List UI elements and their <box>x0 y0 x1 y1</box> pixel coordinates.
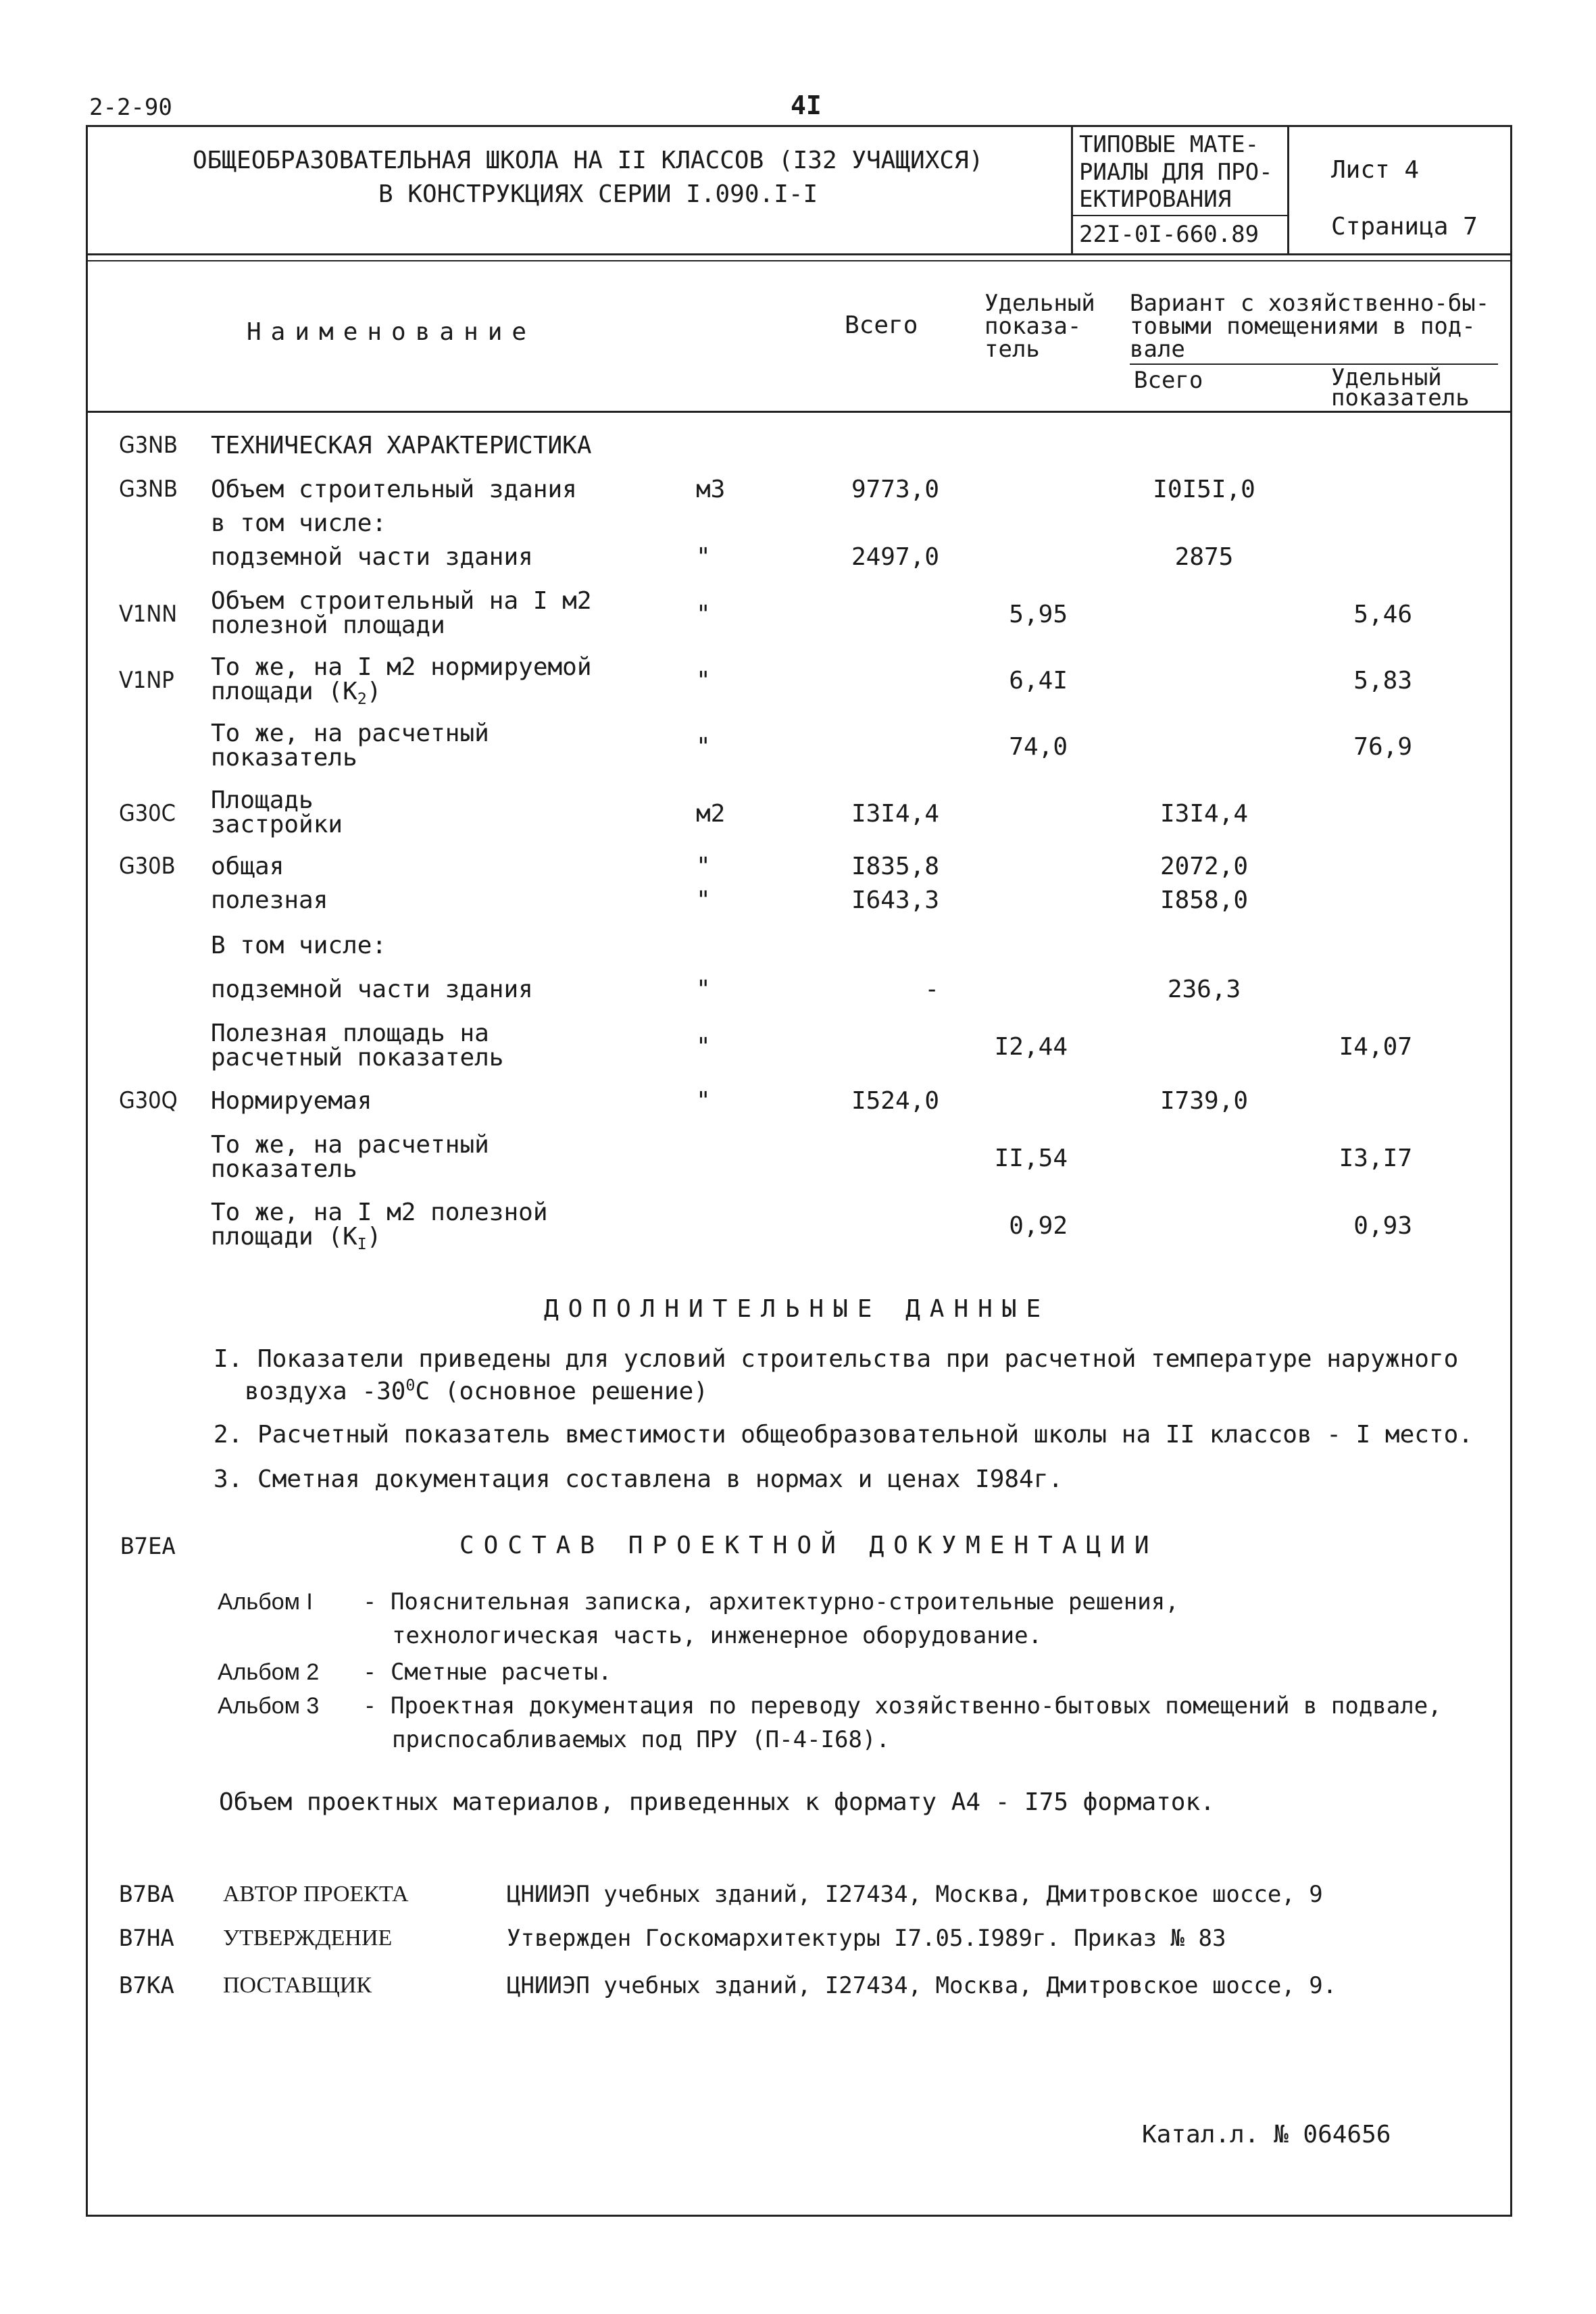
album2-label: Альбом 2 <box>218 1659 320 1685</box>
footer-code: B7HA <box>119 1925 174 1952</box>
row-specific: 5,95 <box>1009 601 1068 628</box>
row-total: I643,3 <box>851 886 939 914</box>
stamp-double-line <box>86 260 1510 261</box>
row-name: То же, на I м2 нормируемой <box>211 653 592 681</box>
catalog-number: Катал.л. № 064656 <box>1142 2121 1391 2148</box>
row-name: общая <box>211 853 284 880</box>
footer-code: B7KA <box>119 1972 174 1999</box>
row-name: полезная <box>211 886 328 914</box>
additional-item1-cont: воздуха $-30^0С$ (основное решение) <box>245 1376 708 1405</box>
footer-value: Утвержден Госкомархитектуры I7.05.I989г. Приказ № 83 <box>507 1925 1226 1952</box>
stamp-bottom-line <box>86 253 1510 255</box>
row-total: I524,0 <box>851 1087 939 1115</box>
row-code: V1NN <box>119 601 178 628</box>
row-unit: " <box>696 601 711 628</box>
row-name: Площадь <box>211 786 314 814</box>
header-variant: Вариант с хозяйственно-бы- товыми помещениями в под- вале <box>1130 290 1490 363</box>
additional-item3: 3. Сметная документация составлена в нормах и ценах I984г. <box>214 1465 1064 1493</box>
header-variant-specific: Удельный показатель <box>1331 364 1470 411</box>
row-code: V1NP <box>119 667 174 694</box>
stamp-title-line1: ОБЩЕОБРАЗОВАТЕЛЬНАЯ ШКОЛА НА II КЛАССОВ (I32 УЧАЩИХСЯ) <box>193 147 984 174</box>
row-name-cont: полезной площади <box>211 611 445 639</box>
stamp-series-line1: ТИПОВЫЕ МАТЕ- <box>1079 131 1260 158</box>
stamp-series-line3: ЕКТИРОВАНИЯ <box>1079 186 1232 213</box>
row-total: 2497,0 <box>851 543 939 571</box>
header-name: Наименование <box>247 318 537 346</box>
row-code: G30B <box>119 853 176 880</box>
additional-item2: 2. Расчетный показатель вместимости общеобразовательной школы на II классов - I место. <box>214 1421 1473 1449</box>
row-variant-total: I739,0 <box>1159 1087 1249 1115</box>
row-variant-total: I858,0 <box>1159 886 1249 914</box>
header-variant-total: Всего <box>1134 367 1203 394</box>
row-name: То же, на расчетный <box>211 720 489 747</box>
row-name: Полезная площадь на <box>211 1020 489 1047</box>
row-name: Объем строительный на I м2 <box>211 587 592 615</box>
row-unit: " <box>696 976 711 1003</box>
stamp-divider <box>1071 125 1073 255</box>
row-variant-specific: I4,07 <box>1339 1033 1412 1061</box>
row-name: В том числе: <box>211 932 387 959</box>
row-specific: 0,92 <box>1009 1212 1068 1240</box>
row-variant-total: 2875 <box>1174 543 1234 571</box>
volume-note: Объем проектных материалов, приведенных к формату А4 - I75 форматок. <box>219 1788 1215 1816</box>
row-code: G3NB <box>119 432 178 459</box>
footer-code: B7BA <box>119 1881 174 1908</box>
stamp-series-line2: РИАЛЫ ДЛЯ ПРО- <box>1079 159 1273 186</box>
row-unit: " <box>696 1033 711 1061</box>
footer-label: УТВЕРЖДЕНИЕ <box>223 1926 393 1951</box>
row-specific: 74,0 <box>1009 733 1068 761</box>
header-total: Всего <box>845 311 918 339</box>
header-bottom-line <box>86 411 1510 413</box>
row-name: То же, на I м2 полезной <box>211 1199 548 1226</box>
document-code: 2-2-90 <box>89 94 172 121</box>
header-specific: Удельный показа- тель <box>984 290 1095 363</box>
footer-value: ЦНИИЭП учебных зданий, I27434, Москва, Дмитровское шоссе, 9. <box>507 1972 1337 1999</box>
stamp-series-code: 22I-0I-660.89 <box>1079 221 1260 248</box>
row-variant-total: 2072,0 <box>1159 853 1249 880</box>
row-unit: " <box>696 1087 711 1115</box>
row-name-cont: застройки <box>211 811 343 838</box>
footer-label: АВТОР ПРОЕКТА <box>223 1882 409 1907</box>
row-variant-specific: 5,83 <box>1353 667 1412 695</box>
footer-value: ЦНИИЭП учебных зданий, I27434, Москва, Дмитровское шоссе, 9 <box>507 1881 1323 1908</box>
stamp-sheet: Лист 4 <box>1331 156 1420 184</box>
row-name-cont: площади $(K_I)$ <box>211 1223 382 1254</box>
row-total: - <box>924 976 939 1003</box>
row-name: Нормируемая <box>211 1087 372 1115</box>
page-number: 4I <box>791 91 822 120</box>
row-unit: " <box>696 853 711 880</box>
row-unit: м3 <box>696 476 726 503</box>
row-name-cont: показатель <box>211 744 357 772</box>
additional-item1: I. Показатели приведены для условий строительства при расчетной температуре наружного <box>214 1345 1459 1373</box>
row-total: 9773,0 <box>851 476 939 503</box>
row-total: I835,8 <box>851 853 939 880</box>
row-unit: " <box>696 886 711 914</box>
row-code: G30C <box>119 800 176 827</box>
stamp-divider <box>1287 125 1289 255</box>
album3-text-cont: приспосабливаемых под ПРУ (П-4-I68). <box>392 1726 890 1753</box>
row-name: То же, на расчетный <box>211 1131 489 1159</box>
album2-text: - Сметные расчеты. <box>363 1659 612 1686</box>
stamp-title-line2: В КОНСТРУКЦИЯХ СЕРИИ I.090.I-I <box>378 180 818 208</box>
row-name: подземной части здания <box>211 543 533 571</box>
row-specific: 6,4I <box>1009 667 1068 695</box>
additional-heading: ДОПОЛНИТЕЛЬНЫЕ ДАННЫЕ <box>544 1295 1051 1323</box>
row-name: подземной части здания <box>211 976 533 1003</box>
album3-label: Альбом 3 <box>218 1693 320 1719</box>
row-variant-total: I0I5I,0 <box>1153 476 1255 503</box>
composition-heading: СОСТАВ ПРОЕКТНОЙ ДОКУМЕНТАЦИИ <box>459 1532 1159 1559</box>
row-unit: " <box>696 543 711 571</box>
footer-label: ПОСТАВЩИК <box>223 1973 372 1998</box>
row-name: ТЕХНИЧЕСКАЯ ХАРАКТЕРИСТИКА <box>211 432 592 459</box>
header-variant-underline <box>1130 363 1498 365</box>
row-variant-specific: 5,46 <box>1353 601 1412 628</box>
row-unit: м2 <box>696 800 726 828</box>
row-name: Объем строительный здания <box>211 476 577 503</box>
album3-text: - Проектная документация по переводу хозяйственно-бытовых помещений в подвале, <box>363 1692 1442 1719</box>
row-specific: II,54 <box>994 1145 1068 1172</box>
row-name: в том числе: <box>211 509 387 537</box>
row-total: I3I4,4 <box>851 800 939 828</box>
row-unit: " <box>696 667 711 695</box>
row-name-cont: показатель <box>211 1155 357 1183</box>
row-variant-total: I3I4,4 <box>1159 800 1249 828</box>
album1-text: - Пояснительная записка, архитектурно-строительные решения, <box>363 1588 1179 1615</box>
row-variant-specific: 76,9 <box>1353 733 1412 761</box>
row-name-cont: площади $(K_2)$ <box>211 678 382 709</box>
stamp-series-line <box>1071 215 1287 216</box>
row-code: G30Q <box>119 1087 178 1114</box>
row-unit: " <box>696 733 711 761</box>
row-code: G3NB <box>119 476 178 503</box>
album1-label: Альбом I <box>218 1589 313 1615</box>
row-name-cont: расчетный показатель <box>211 1044 504 1072</box>
row-variant-specific: 0,93 <box>1353 1212 1412 1240</box>
composition-code: B7EA <box>120 1533 176 1560</box>
row-variant-total: 236,3 <box>1167 976 1241 1003</box>
album1-text-cont: технологическая часть, инженерное оборудование. <box>392 1622 1043 1649</box>
row-specific: I2,44 <box>994 1033 1068 1061</box>
row-variant-specific: I3,I7 <box>1339 1145 1412 1172</box>
stamp-page: Страница 7 <box>1331 213 1478 241</box>
